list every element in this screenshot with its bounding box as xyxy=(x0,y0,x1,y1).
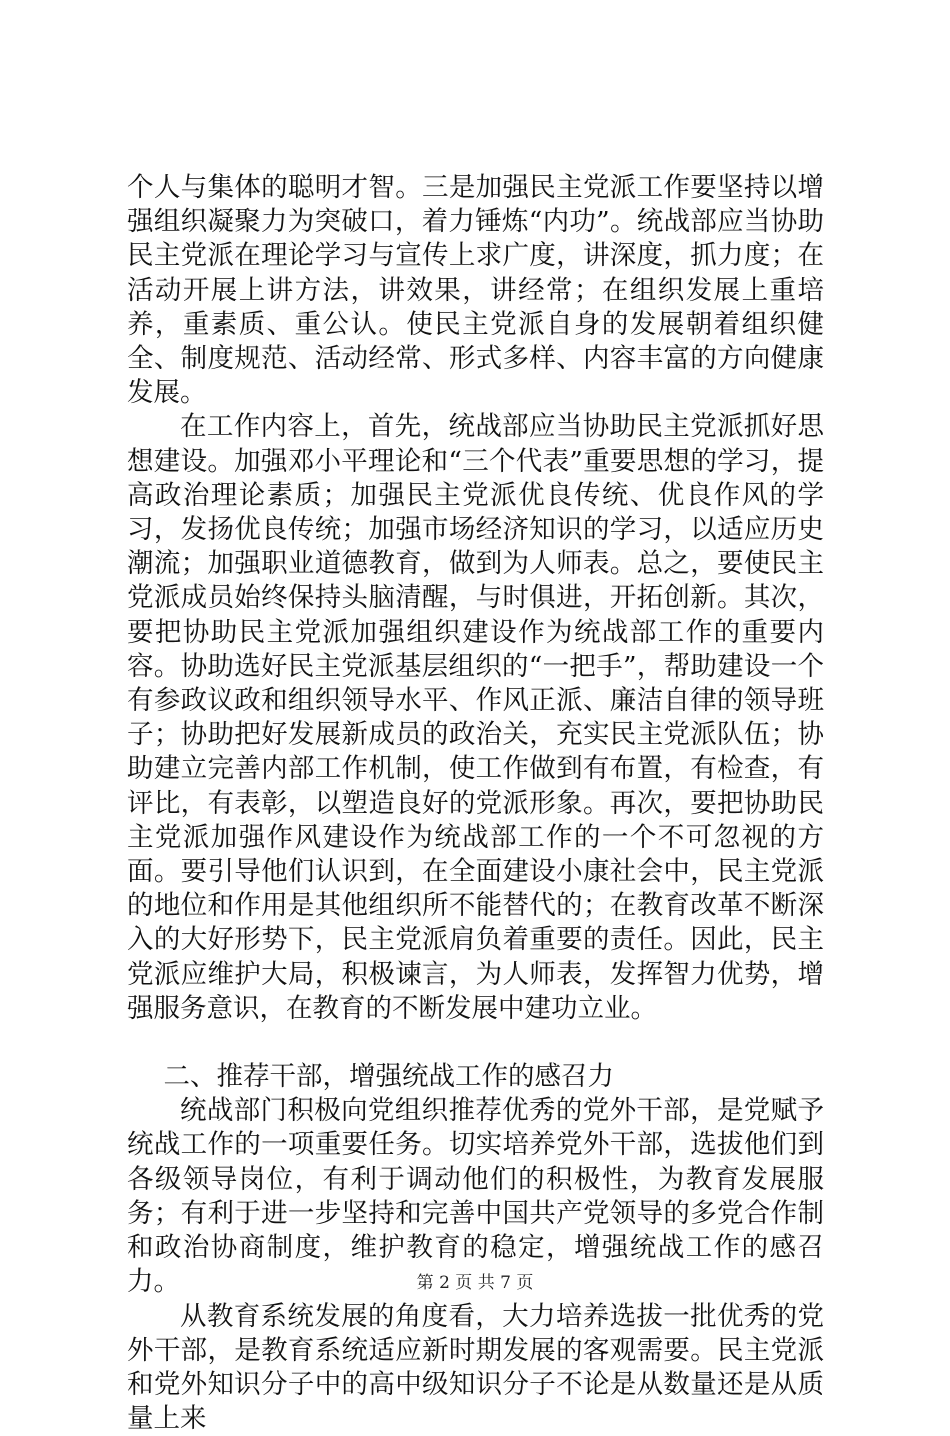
body-paragraph: 统战部门积极向党组织推荐优秀的党外干部，是党赋予统战工作的一项重要任务。切实培养党外干部，选拔他们到各级领导岗位，有利于调动他们的积极性，为教育发展服务；有利于进一步坚持和完善中国共产党领导的多党合作制和政治协商制度，维护教育的稳定，增强统战工作的感召力。 xyxy=(127,1094,824,1299)
body-paragraph: 在工作内容上，首先，统战部应当协助民主党派抓好思想建设。加强邓小平理论和“三个代表”重要思想的学习，提高政治理论素质；加强民主党派优良传统、优良作风的学习，发扬优良传统；加强市场经济知识的学习，以适应历史潮流；加强职业道德教育，做到为人师表。总之，要使民主党派成员始终保持头脑清醒，与时俱进，开拓创新。其次，要把协助民主党派加强组织建设作为统战部工作的重要内容。协助选好民主党派基层组织的“一把手”，帮助建设一个有参政议政和组织领导水平、作风正派、廉洁自律的领导班子；协助把好发展新成员的政治关，充实民主党派队伍；协助建立完善内部工作机制，使工作做到有布置，有检查，有评比，有表彰，以塑造良好的党派形象。再次，要把协助民主党派加强作风建设作为统战部工作的一个不可忽视的方面。要引导他们认识到，在全面建设小康社会中，民主党派的地位和作用是其他组织所不能替代的；在教育改革不断深入的大好形势下，民主党派肩负着重要的责任。因此，民主党派应维护大局，积极谏言，为人师表，发挥智力优势，增强服务意识，在教育的不断发展中建功立业。 xyxy=(127,410,824,1026)
page-number-footer: 第 2 页 共 7 页 xyxy=(0,1268,950,1293)
body-paragraph: 从教育系统发展的角度看，大力培养选拔一批优秀的党外干部，是教育系统适应新时期发展的客观需要。民主党派和党外知识分子中的高中级知识分子不论是从数量还是从质量上来 xyxy=(127,1300,824,1436)
document-body xyxy=(127,171,824,1436)
paragraph-spacer xyxy=(127,1026,824,1060)
body-paragraph: 个人与集体的聪明才智。三是加强民主党派工作要坚持以增强组织凝聚力为突破口，着力锤炼“内功”。统战部应当协助民主党派在理论学习与宣传上求广度，讲深度，抓力度；在活动开展上讲方法，讲效果，讲经常；在组织发展上重培养，重素质、重公认。使民主党派自身的发展朝着组织健全、制度规范、活动经常、形式多样、内容丰富的方向健康发展。 xyxy=(127,171,824,410)
section-heading: 二、推荐干部，增强统战工作的感召力 xyxy=(127,1060,824,1094)
